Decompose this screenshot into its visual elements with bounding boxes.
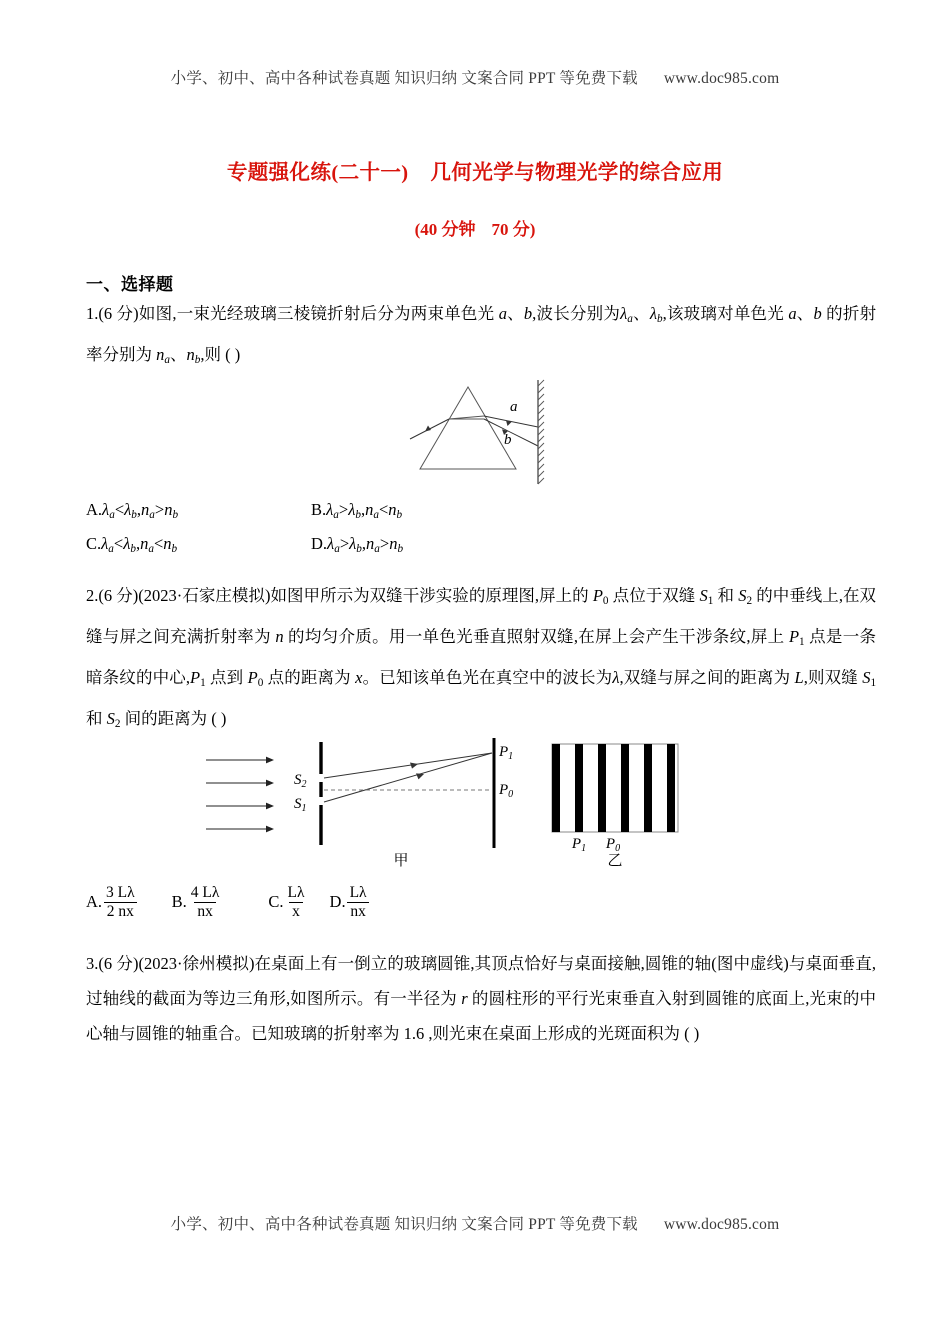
q2-S2-sub: 2 (746, 595, 753, 608)
hatched-screen (538, 380, 544, 484)
q1-option-D[interactable]: $D.\lambda_a>\lambda_b,n_a>n_b$ (311, 534, 404, 556)
question-2-options (86, 884, 876, 921)
q2-option-A-fraction (103, 884, 138, 921)
q2-source: (2023·石家庄模拟) (138, 586, 271, 605)
question-1-options-row-2 (86, 534, 876, 555)
fringe-P1-label: $P_1$ (571, 836, 587, 854)
q2-x: x (355, 668, 363, 688)
footer-watermark-text: 小学、初中、高中各种试卷真题 知识归纳 文案合同 PPT 等免费下载 (170, 1216, 638, 1233)
q2-S1-sub: 1 (707, 595, 714, 608)
q2-option-C-den: x (289, 902, 303, 921)
q2-part-1: 如图甲所示为双缝干涉实验的原理图,屏上的 (270, 586, 593, 605)
q2-part-4: 的中垂线上,在双缝与屏之间充满折射率为 (86, 586, 877, 647)
slit-S1-label: $S_1$ (294, 796, 307, 814)
q2-part-2: 点位于双缝 (608, 586, 700, 605)
q2-part-13: 间的距离为 ( ) (120, 709, 227, 729)
q2-option-A-label: A. (86, 892, 103, 912)
q2-option-B-fraction (188, 884, 223, 921)
q2-S2: S (738, 586, 747, 605)
q3-score: (6 分) (98, 954, 139, 973)
exam-duration: (40 分钟 (414, 220, 476, 239)
q2-part-3: 和 (713, 586, 739, 605)
q2-part-12: 和 (86, 709, 107, 729)
q2-option-C-label: C. (268, 892, 284, 912)
q1-option-B[interactable]: $B.\lambda_a>\lambda_b,n_a<n_b$ (311, 500, 403, 522)
q1-option-A-label: A. (86, 500, 103, 519)
q2-part-10: ,双缝与屏之间的距离为 (619, 668, 795, 688)
q1-part-6: 、 (796, 304, 814, 323)
q1-lambda-a-sub: a (627, 313, 633, 326)
section-heading: 一、选择题 (86, 275, 174, 294)
q2-lambda: λ (612, 668, 620, 688)
slit-S2-label: $S_2$ (294, 772, 307, 790)
q1-option-C[interactable]: $C.\lambda_a<\lambda_b,n_a<n_b$ (86, 534, 178, 556)
q2-part-8: 点的距离为 (263, 668, 356, 688)
q3-part-3: ,则光束在桌面上形成的光斑面积为 ( ) (424, 1024, 700, 1043)
figure-caption-jia: 甲 (393, 853, 409, 869)
ray-b-label: b (504, 432, 512, 448)
q2-part-9: 。已知该单色光在真空中的波长为 (362, 668, 613, 688)
q2-L: L (794, 668, 804, 688)
q2-P1b: P (190, 668, 201, 688)
q1-n-a: n (156, 345, 165, 365)
q2-number: 2. (86, 586, 99, 605)
q2-option-C-fraction (285, 884, 308, 921)
q3-number: 3. (86, 954, 99, 973)
internal-ray (449, 416, 484, 419)
page-title-left: 专题强化练(二十一) (226, 162, 409, 184)
footer-watermark-url: www.doc985.com (663, 1216, 780, 1233)
header-watermark-text: 小学、初中、高中各种试卷真题 知识归纳 文案合同 PPT 等免费下载 (170, 70, 638, 87)
q2-P0b-sub: 0 (257, 677, 264, 690)
header-watermark-url: www.doc985.com (663, 70, 780, 87)
q1-n-b-sub: b (194, 354, 201, 367)
screen-point-P1-label: $P_1$ (499, 744, 514, 762)
q2-option-C-num: Lλ (287, 884, 305, 901)
page-title-right: 几何光学与物理光学的综合应用 (430, 162, 724, 184)
q2-P0b: P (247, 668, 258, 688)
ray-S2-to-P1 (324, 753, 492, 778)
q2-P1b-sub: 1 (200, 677, 206, 690)
q3-part-2: 的圆柱形的平行光束垂直入射到圆锥的底面上,光束的中心轴与圆锥的轴重合。已知玻璃的折射率为 (86, 989, 877, 1043)
q1-option-B-label: B. (311, 500, 327, 519)
q2-option-D-den: nx (347, 902, 369, 921)
q1-var-a: a (498, 304, 507, 323)
q2-option-D-fraction (347, 884, 370, 921)
q1-part-3: ,波长分别为 (532, 304, 621, 323)
q2-option-A[interactable] (86, 884, 138, 921)
q1-part-2: 、 (506, 304, 524, 323)
exam-total-score: 70 分) (491, 220, 536, 239)
q1-number: 1. (86, 304, 99, 323)
incident-light-arrows (206, 757, 274, 833)
q2-option-A-den: 2 nx (104, 902, 137, 921)
q1-part-7: 的折射率分别为 (86, 304, 877, 365)
q3-source: (2023·徐州模拟) (138, 954, 255, 973)
q1-lambda-b-sub: b (656, 313, 663, 326)
footer-watermark (0, 1212, 950, 1234)
prism-refraction-figure (392, 376, 582, 488)
q1-part-9: ,则 ( ) (200, 345, 241, 365)
q2-S2c: S (106, 709, 115, 729)
q2-option-B[interactable] (172, 884, 223, 921)
page-title (0, 155, 950, 185)
q2-S1c: S (862, 668, 871, 688)
q2-option-B-label: B. (171, 892, 187, 912)
q1-n-a-sub: a (164, 354, 170, 367)
q2-P0: P (592, 586, 603, 605)
q2-option-D-label: D. (329, 892, 346, 912)
q3-radius-var: r (461, 989, 468, 1008)
q1-part-1: 如图,一束光经玻璃三棱镜折射后分为两束单色光 (138, 304, 499, 323)
figure-caption-yi: 乙 (607, 853, 623, 869)
q2-score: (6 分) (98, 586, 139, 605)
q1-option-C-label: C. (86, 534, 102, 553)
q1-var-b2: b (813, 304, 822, 323)
q1-lambda-b: λ (649, 304, 657, 323)
q2-option-D-num: Lλ (349, 884, 367, 901)
ray-a-label: a (510, 399, 518, 415)
q2-option-B-den: nx (194, 902, 216, 921)
q2-P1a-sub: 1 (799, 636, 805, 649)
q3-part-1: 在桌面上有一倒立的玻璃圆锥,其顶点恰好与桌面接触,圆锥的轴(图中虚线)与桌面垂直,过轴线的截面为等边三角形,如图所示。有一半径为 (86, 954, 876, 1008)
double-slit-figure (196, 732, 686, 868)
q1-n-b: n (186, 345, 195, 365)
q2-S1: S (699, 586, 708, 605)
question-2-text (86, 578, 876, 743)
q1-part-5: ,该玻璃对单色光 (662, 304, 789, 323)
q2-P1a: P (788, 627, 800, 647)
q2-option-A-num: 3 Lλ (106, 884, 135, 901)
q1-part-4: 、 (632, 304, 650, 323)
q2-part-11: ,则双缝 (803, 668, 863, 688)
q1-part-8: 、 (169, 345, 187, 365)
q1-lambda-a: λ (620, 304, 628, 323)
q1-var-b: b (523, 304, 533, 323)
q2-P0-sub: 0 (602, 595, 609, 608)
q1-var-a2: a (788, 304, 797, 323)
q1-option-D-label: D. (311, 534, 328, 553)
q3-refractive-index: 1.6 (403, 1024, 425, 1043)
question-1-options-row-1 (86, 500, 876, 521)
ray-a (484, 416, 538, 427)
q2-option-D[interactable] (330, 884, 370, 921)
q2-option-C[interactable] (268, 884, 307, 921)
ray-S1-to-P1 (324, 753, 492, 802)
question-1-text (86, 296, 876, 378)
q2-n: n (275, 627, 284, 647)
fringe-P0-label: $P_0$ (605, 836, 621, 854)
q2-option-B-num: 4 Lλ (190, 884, 220, 901)
question-3-text (86, 946, 876, 1051)
interference-fringe-pattern (552, 744, 678, 832)
screen-point-P0-label: $P_0$ (499, 782, 514, 800)
exam-time-score (0, 215, 950, 240)
q2-S1c-sub: 1 (870, 677, 877, 690)
q1-option-A[interactable]: $A.\lambda_a<\lambda_b,n_a>n_b$ (86, 500, 179, 522)
q2-part-5: 的均匀介质。用一单色光垂直照射双缝,在屏上会产生干涉条纹,屏上 (283, 627, 789, 647)
q2-part-6: 点是一条暗条纹的中心, (86, 627, 877, 688)
q1-score: (6 分) (98, 304, 139, 323)
header-watermark (0, 66, 950, 88)
q2-S2c-sub: 2 (114, 718, 121, 731)
q2-part-7: 点到 (205, 668, 248, 688)
